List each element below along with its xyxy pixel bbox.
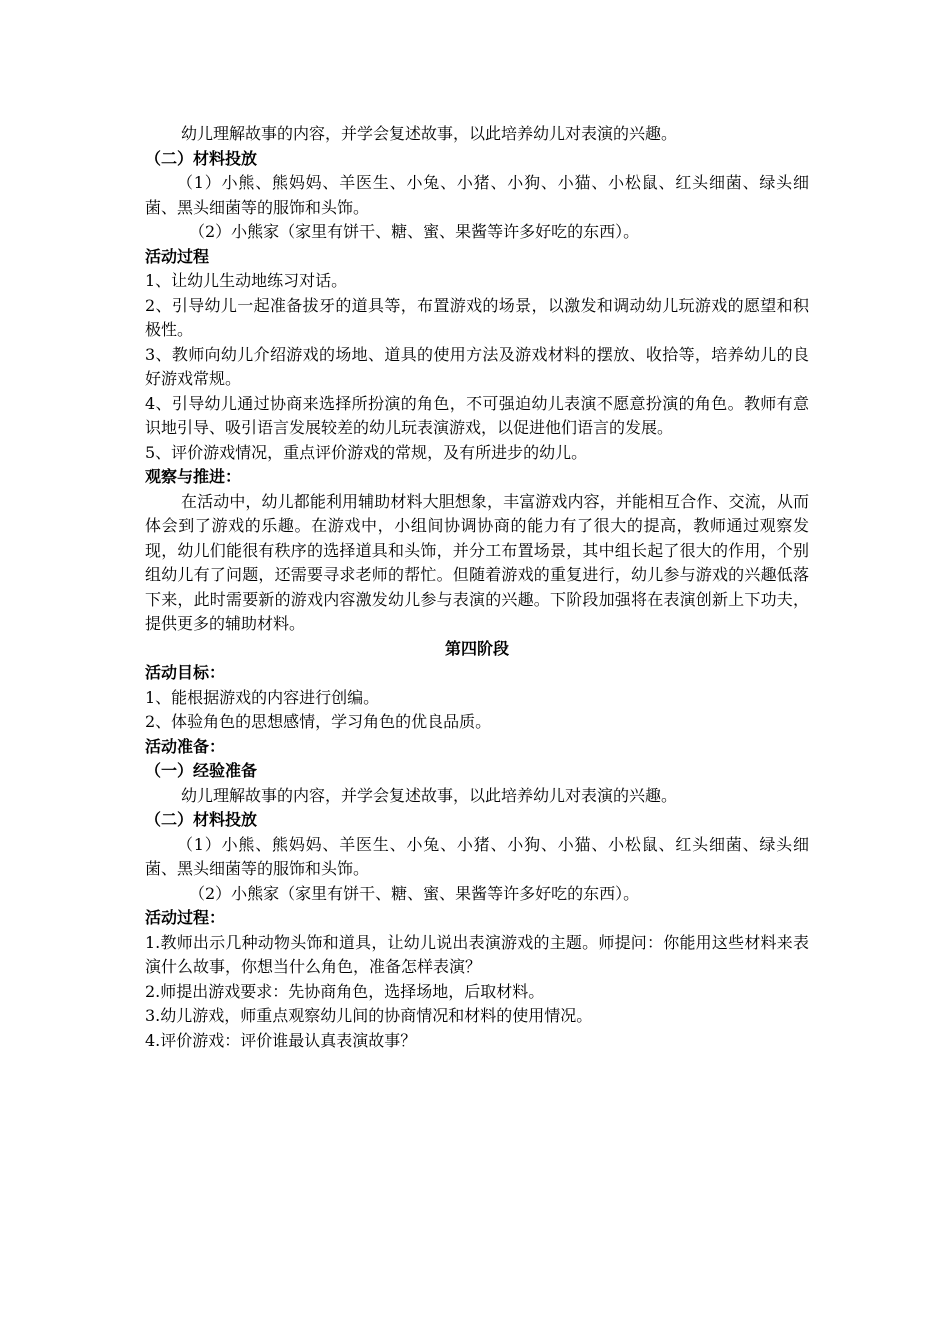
paragraph: （1）小熊、熊妈妈、羊医生、小兔、小猪、小狗、小猫、小松鼠、红头细菌、绿头细菌、黑头细菌等的服饰和头饰。 bbox=[145, 834, 809, 878]
paragraph: （2）小熊家（家里有饼干、糖、蜜、果酱等许多好吃的东西）。 bbox=[189, 222, 640, 241]
paragraph: 幼儿理解故事的内容，并学会复述故事，以此培养幼儿对表演的兴趣。 bbox=[181, 124, 678, 143]
list-item: 2.师提出游戏要求：先协商角色，选择场地，后取材料。 bbox=[145, 981, 545, 1001]
list-item: 5、评价游戏情况，重点评价游戏的常规，及有所进步的幼儿。 bbox=[145, 442, 588, 462]
section-heading: 观察与推进： bbox=[145, 467, 242, 486]
section-heading: （二）材料投放 bbox=[145, 810, 258, 829]
list-item: 3、教师向幼儿介绍游戏的场地、道具的使用方法及游戏材料的摆放、收拾等，培养幼儿的良好游戏常规。 bbox=[145, 344, 809, 388]
stage-title: 第四阶段 bbox=[444, 638, 509, 658]
section-heading: 活动目标： bbox=[145, 663, 226, 682]
section-heading: 活动准备： bbox=[145, 736, 226, 756]
list-item: 3.幼儿游戏，师重点观察幼儿间的协商情况和材料的使用情况。 bbox=[145, 1006, 593, 1025]
section-heading: 活动过程 bbox=[145, 246, 210, 266]
list-item: 1、能根据游戏的内容进行创编。 bbox=[145, 687, 380, 707]
paragraph: （1）小熊、熊妈妈、羊医生、小兔、小猪、小狗、小猫、小松鼠、红头细菌、绿头细菌、黑头细菌等的服饰和头饰。 bbox=[145, 173, 809, 217]
section-heading: 活动过程： bbox=[145, 908, 226, 927]
list-item: 1、让幼儿生动地练习对话。 bbox=[145, 271, 348, 290]
section-heading: （一）经验准备 bbox=[145, 761, 258, 780]
list-item: 2、体验角色的思想感情，学习角色的优良品质。 bbox=[145, 712, 492, 731]
list-item: 1.教师出示几种动物头饰和道具，让幼儿说出表演游戏的主题。师提问：你能用这些材料来表演什么故事，你想当什么角色，准备怎样表演？ bbox=[145, 932, 809, 976]
paragraph: 在活动中，幼儿都能利用辅助材料大胆想象，丰富游戏内容，并能相互合作、交流，从而体会到了游戏的乐趣。在游戏中，小组间协调协商的能力有了很大的提高，教师通过观察发现，幼儿们能很有秩序的选择道具和头饰，并分工布置场景，其中组长起了很大的作用，个别组幼儿有了问题，还需要寻求老师的帮忙。但随着游戏的重复进行，幼儿参与游戏的兴趣低落下来，此时需要新的游戏内容激发幼儿参与表演的兴趣。下阶段加强将在表演创新上下功夫，提供更多的辅助材料。 bbox=[145, 491, 809, 633]
list-item: 2、引导幼儿一起准备拔牙的道具等，布置游戏的场景，以激发和调动幼儿玩游戏的愿望和积极性。 bbox=[145, 295, 809, 339]
list-item: 4、引导幼儿通过协商来选择所扮演的角色，不可强迫幼儿表演不愿意扮演的角色。教师有意识地引导、吸引语言发展较差的幼儿玩表演游戏，以促进他们语言的发展。 bbox=[145, 393, 809, 437]
paragraph: 幼儿理解故事的内容，并学会复述故事，以此培养幼儿对表演的兴趣。 bbox=[181, 785, 678, 805]
paragraph: （2）小熊家（家里有饼干、糖、蜜、果酱等许多好吃的东西）。 bbox=[189, 883, 640, 903]
document-page bbox=[145, 122, 809, 1053]
section-heading: （二）材料投放 bbox=[145, 148, 258, 168]
list-item: 4.评价游戏：评价谁最认真表演故事？ bbox=[145, 1030, 417, 1050]
